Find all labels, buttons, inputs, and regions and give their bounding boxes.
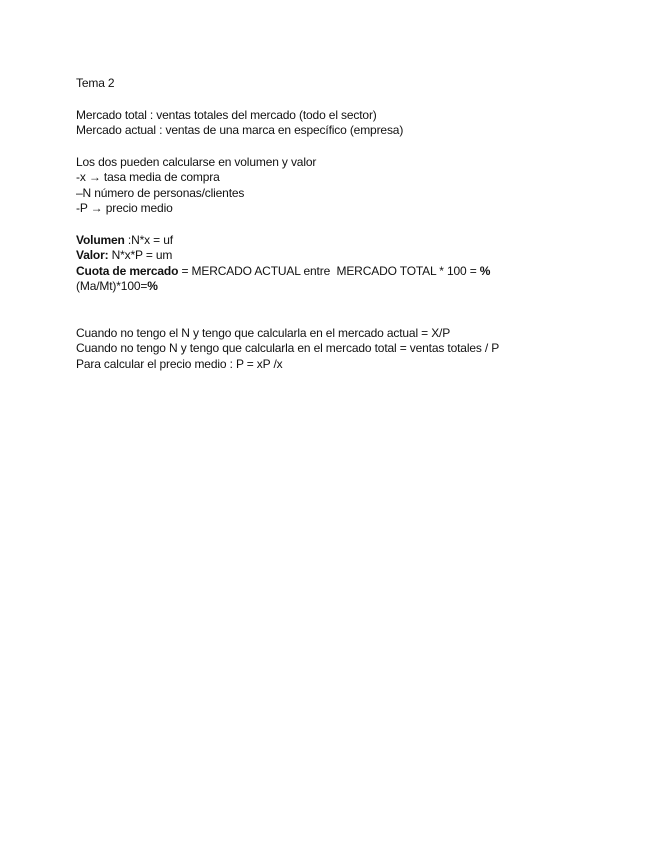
formula-volumen-label: Volumen: [76, 232, 125, 247]
document-body: [76, 76, 616, 372]
definition-mercado-actual: Mercado actual : ventas de una marca en específico (empresa): [76, 123, 404, 137]
formula-cuota: [76, 264, 616, 280]
spacer: [76, 92, 616, 108]
list-item-x: -x → tasa media de compra: [76, 170, 220, 184]
list-item-n: –N número de personas/clientes: [76, 185, 245, 200]
spacer: [76, 139, 616, 155]
formula-volumen: [76, 233, 616, 249]
document-title: Tema 2: [76, 76, 115, 90]
formula-ratio-text: (Ma/Mt)*100=: [76, 279, 148, 293]
formula-cuota-percent: %: [479, 263, 491, 278]
formula-ratio-percent: %: [147, 279, 158, 293]
formula-valor-text: N*x*P = um: [108, 248, 173, 262]
formula-valor-label: Valor:: [76, 248, 109, 262]
formula-valor: [76, 248, 616, 264]
formula-cuota-label: Cuota de mercado: [76, 263, 179, 278]
intro-heading: Los dos pueden calcularse en volumen y valor: [76, 154, 317, 169]
note-2: Cuando no tengo N y tengo que calcularla en el mercado total = ventas totales / P: [76, 341, 500, 355]
list-item-p: -P → precio medio: [76, 201, 173, 215]
formula-ratio: [76, 279, 616, 295]
definition-mercado-total: Mercado total : ventas totales del mercado (todo el sector): [76, 107, 377, 122]
note-1: Cuando no tengo el N y tengo que calcularla en el mercado actual = X/P: [76, 325, 451, 340]
formula-volumen-text: :N*x = uf: [124, 232, 173, 247]
formula-cuota-text: = MERCADO ACTUAL entre MERCADO TOTAL * 100 =: [178, 263, 480, 278]
spacer: [76, 295, 616, 326]
spacer: [76, 217, 616, 233]
note-3: Para calcular el precio medio : P = xP /x: [76, 356, 283, 371]
